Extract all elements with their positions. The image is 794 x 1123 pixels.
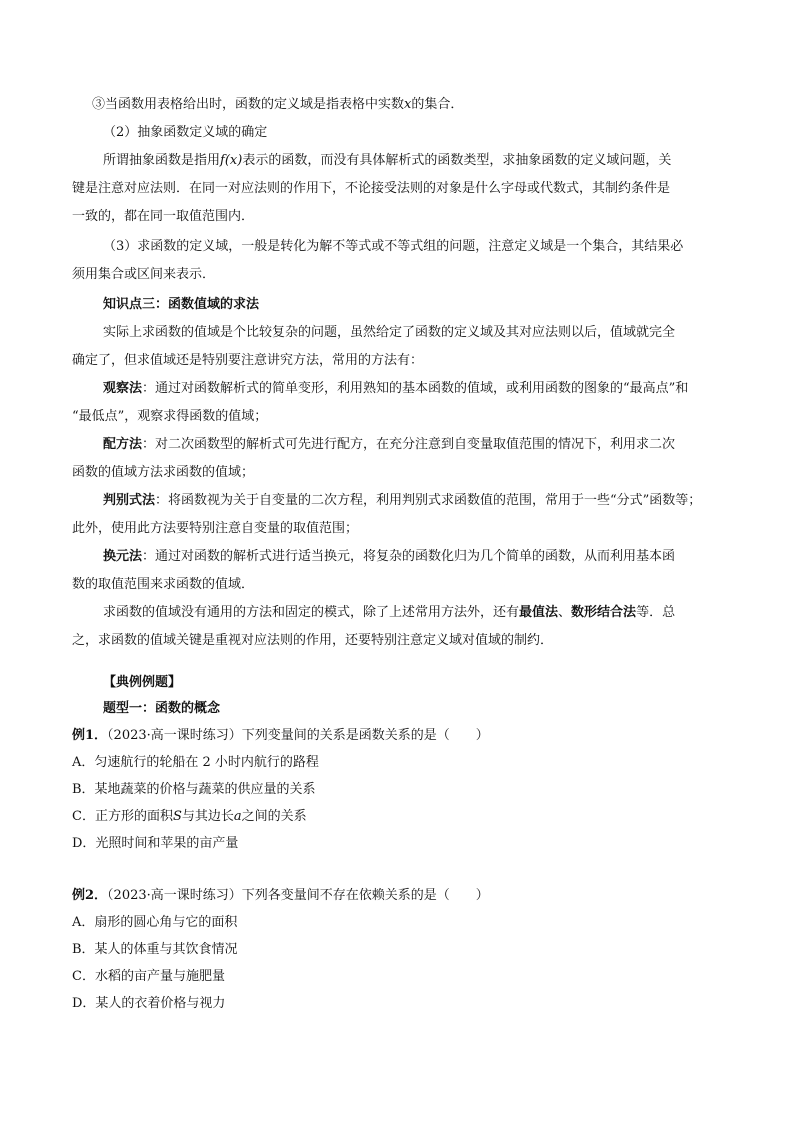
type-1-title: 题型一：函数的概念 — [103, 701, 221, 716]
text: ：通过对函数的解析式进行适当换元，将复杂的函数化归为几个简单的函数，从而利用基本函 — [142, 549, 676, 564]
domain-table-note — [92, 98, 463, 111]
abstract-function-line-1 — [103, 154, 671, 167]
method-label: 换元法 — [103, 549, 143, 564]
text: 与其边长 — [181, 809, 234, 824]
section-title: 【典例例题】 — [103, 675, 182, 690]
example-1-question — [72, 729, 489, 742]
example-2-question — [72, 889, 489, 902]
example-label: 例1． — [72, 728, 108, 743]
summary-line-1 — [103, 606, 675, 619]
variable-x: x — [404, 97, 412, 112]
text: （2023·高一课时练习）下列各变量间不存在依赖关系的是（ ） — [107, 888, 489, 903]
summary-line-2: 之，求函数的值域关键是重视对应法则的作用，还要特别注意定义域对值域的制约． — [72, 633, 554, 648]
method-observation-line-2: “最低点”，观察求得函数的值域； — [72, 409, 268, 424]
method-substitution-line-1 — [103, 550, 675, 563]
bold-term: 最值法 — [519, 605, 559, 620]
example-1-option-c — [72, 810, 307, 823]
text: C．正方形的面积 — [72, 809, 173, 824]
bold-term: 数形结合法 — [571, 605, 637, 620]
example-label: 例2． — [72, 888, 108, 903]
text: ：对二次函数型的解析式可先进行配方，在充分注意到自变量取值范围的情况下，利用求二次 — [142, 437, 676, 452]
domain-solving-line-1: （3）求函数的定义域，一般是转化为解不等式或不等式组的问题，注意定义域是一个集合，其结果必 — [103, 239, 684, 254]
text: 之间的关系 — [241, 809, 307, 824]
text: 的集合． — [411, 97, 464, 112]
method-completing-square-line-2: 函数的值域方法求函数的值域； — [72, 465, 255, 480]
example-1-option-b: B．某地蔬菜的价格与蔬菜的供应量的关系 — [72, 782, 316, 797]
text: 所谓抽象函数是指用 — [103, 153, 221, 168]
range-intro-line-2: 确定了，但求值域还是特别要注意讲究方法，常用的方法有： — [72, 353, 424, 368]
example-1-option-a: A．匀速航行的轮船在 2 小时内航行的路程 — [72, 755, 319, 770]
abstract-function-line-3: 一致的，都在同一取值范围内． — [72, 209, 255, 224]
range-intro-line-1: 实际上求函数的值域是个比较复杂的问题，虽然给定了函数的定义域及其对应法则以后，值域就完全 — [103, 325, 676, 340]
variable-s: S — [172, 809, 182, 824]
example-2-option-c: C．水稻的亩产量与施肥量 — [72, 969, 225, 984]
knowledge-point-3-title: 知识点三：函数值域的求法 — [103, 297, 260, 312]
text: 表示的函数，而没有具体解析式的函数类型，求抽象函数的定义域问题，关 — [242, 153, 672, 168]
abstract-function-line-2: 键是注意对应法则．在同一对应法则的作用下，不论接受法则的对象是什么字母或代数式，其制约条件是 — [72, 181, 671, 196]
text: 求函数的值域没有通用的方法和固定的模式，除了上述常用方法外，还有 — [103, 605, 520, 620]
method-label: 判别式法 — [103, 493, 156, 508]
method-discriminant-line-1 — [103, 494, 701, 507]
variable-a: a — [233, 809, 242, 824]
text: ：通过对函数解析式的简单变形，利用熟知的基本函数的值域，或利用函数的图象的“最高点”和 — [142, 381, 689, 396]
method-observation-line-1 — [103, 382, 688, 395]
text: 、 — [558, 605, 572, 620]
method-label: 配方法 — [103, 437, 143, 452]
method-label: 观察法 — [103, 381, 143, 396]
domain-solving-line-2: 须用集合或区间来表示． — [72, 267, 216, 282]
example-2-option-d: D．某人的衣着价格与视力 — [72, 996, 226, 1011]
text: ③当函数用表格给出时，函数的定义域是指表格中实数 — [92, 97, 405, 112]
method-discriminant-line-2: 此外，使用此方法要特别注意自变量的取值范围； — [72, 521, 359, 536]
example-2-option-a: A．扇形的圆心角与它的面积 — [72, 915, 238, 930]
function-fx: f(x) — [220, 153, 243, 168]
example-1-option-d: D．光照时间和苹果的亩产量 — [72, 836, 239, 851]
abstract-domain-heading: （2）抽象函数定义域的确定 — [103, 125, 268, 140]
method-substitution-line-2: 数的取值范围来求函数的值域． — [72, 577, 255, 592]
text: （2023·高一课时练习）下列变量间的关系是函数关系的是（ ） — [107, 728, 489, 743]
text: 等．总 — [636, 605, 676, 620]
text: ：将函数视为关于自变量的二次方程，利用判别式求函数值的范围，常用于一些“分式”函数等； — [155, 493, 702, 508]
example-2-option-b: B．某人的体重与其饮食情况 — [72, 942, 238, 957]
method-completing-square-line-1 — [103, 438, 675, 451]
